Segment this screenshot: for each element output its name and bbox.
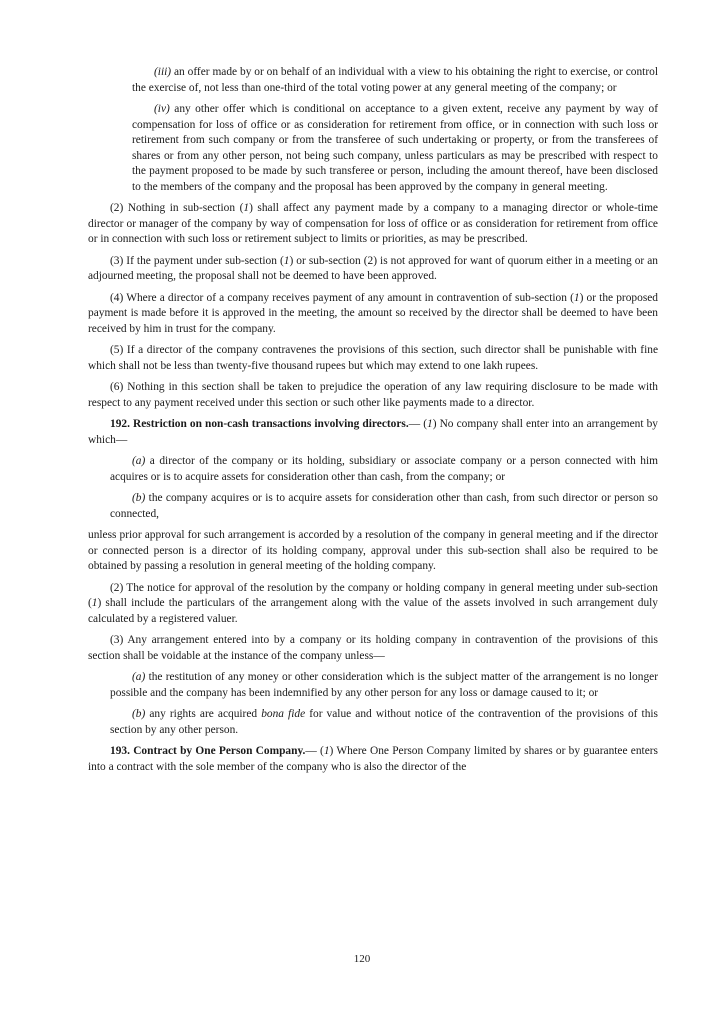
section-heading: 192. Restriction on non-cash transactions involving directors. — [110, 418, 409, 430]
subsection-191-6 — [88, 380, 658, 411]
subsection-191-2 — [88, 201, 658, 248]
clause-192-b — [110, 491, 658, 522]
clause-text: a director of the company or its holding, subsidiary or associate company or a person connected with him acquires or is to acquire assets for consideration other than cash, from the company; or — [110, 455, 658, 483]
text-run: ) shall affect any payment made by a company to a managing director or whole-time director or manager of the company by way of compensation for loss of office or as consideration for retirement from office or in connection with such loss or retirement subject to limits or priorities, as may be prescribed. — [88, 202, 658, 245]
clause-192-3-a — [110, 670, 658, 701]
subsection-192-3: (3) Any arrangement entered into by a company or its holding company in contravention of the provisions of this section shall be voidable at the instance of the company unless— — [88, 634, 658, 662]
text-run: ) No company shall enter into an arrangement by which— — [88, 418, 658, 446]
clause-marker: (a) — [132, 455, 146, 467]
text-run: ) Where One Person Company limited by shares or by guarantee enters into a contract with the sole member of the company who is also the director of the — [88, 745, 658, 773]
subsection-191-3 — [88, 254, 658, 285]
italic-run: 1 — [283, 254, 290, 267]
text-run: — ( — [305, 745, 324, 757]
italic-run: 1 — [323, 745, 330, 757]
subsection-192-2 — [88, 581, 658, 628]
italic-run: 1 — [91, 597, 98, 609]
section-192-lead — [88, 417, 658, 448]
text-run: — ( — [408, 418, 427, 430]
text-run: (4) Where a director of a company receives payment of any amount in contravention of sub-section ( — [110, 291, 574, 304]
text-run: ) or sub-section (2) is not approved for want of quorum either in a meeting or an adjourned meeting, the proposal shall not be deemed to have been approved. — [88, 254, 658, 282]
text-run: (3) If the payment under sub-section ( — [110, 254, 284, 267]
italic-run: 1 — [573, 291, 580, 304]
text-run: (2) The notice for approval of the resolution by the company or holding company in general meeting under sub-section ( — [88, 581, 658, 609]
clause-text: any other offer which is conditional on acceptance to a given extent, receive any payment by way of compensation for loss of office or as consideration for retirement from office, or in connection with such loss or retirement from such company or from the transferee of such undertaking or property, or from the transferees of shares or from any other person, not being such company, unless particulars as may be prescribed with respect to the payment proposed to be made by such transferee or person, including the amount thereof, have been disclosed to the members of the company and the proposal has been approved by the company in general meeting. — [132, 103, 658, 193]
page-number: 120 — [353, 953, 371, 965]
italic-run: bona fide — [261, 708, 306, 720]
text-run: (2) Nothing in sub-section ( — [110, 202, 244, 214]
subsection-191-5 — [88, 343, 658, 374]
italic-run: 1 — [426, 418, 433, 430]
italic-run: 1 — [243, 202, 250, 214]
text-run: ) or the proposed payment is made before it is approved in the meeting, the amount so received by the director shall be deemed to have been received by him in trust for the company. — [88, 291, 659, 335]
subsection-191-4 — [88, 291, 658, 338]
clause-marker: (iv) — [154, 103, 170, 115]
clause-192-3-b — [110, 707, 658, 738]
clause-marker: (b) — [132, 708, 146, 720]
clause-192-a — [110, 454, 658, 485]
clause-iv — [132, 102, 658, 195]
text-run: (6) Nothing in this section shall be taken to prejudice the operation of any law requiring disclosure to be made with respect to any payment received under this section or such other like payments made to a director. — [88, 381, 658, 409]
section-192-tail: unless prior approval for such arrangement is accorded by a resolution of the company in general meeting and if the director or connected person is a director of its holding company, approval under this sub-section shall also be required to be obtained by passing a resolution in general meeting of the holding company. — [88, 529, 658, 572]
section-193-lead — [88, 744, 658, 775]
clause-marker: (b) — [132, 492, 146, 504]
clause-text: the company acquires or is to acquire assets for consideration other than cash, from such director or person so connected, — [110, 492, 658, 520]
clause-text: an offer made by or on behalf of an individual with a view to his obtaining the right to exercise, or control the exercise of, not less than one-third of the total voting power at any general meeting of the company; or — [132, 66, 658, 94]
text-run: for value and without notice of the contravention of the provisions of this section by any other person. — [110, 708, 658, 736]
page-body — [88, 65, 658, 781]
clause-iii — [132, 65, 658, 96]
clause-text: the restitution of any money or other consideration which is the subject matter of the arrangement is no longer possible and the company has been indemnified by any other person for any loss or damage caused to it; or — [110, 671, 658, 699]
text-run: (5) If a director of the company contravenes the provisions of this section, such director shall be punishable with fine which shall not be less than twenty-five thousand rupees but which may extend to one lakh rupees. — [88, 344, 658, 372]
section-heading: 193. Contract by One Person Company. — [110, 745, 306, 757]
text-run: ) shall include the particulars of the arrangement along with the value of the assets involved in such arrangement duly calculated by a registered valuer. — [88, 597, 658, 625]
clause-marker: (iii) — [154, 66, 172, 78]
clause-marker: (a) — [132, 671, 146, 683]
text-run: any rights are acquired — [145, 708, 262, 720]
